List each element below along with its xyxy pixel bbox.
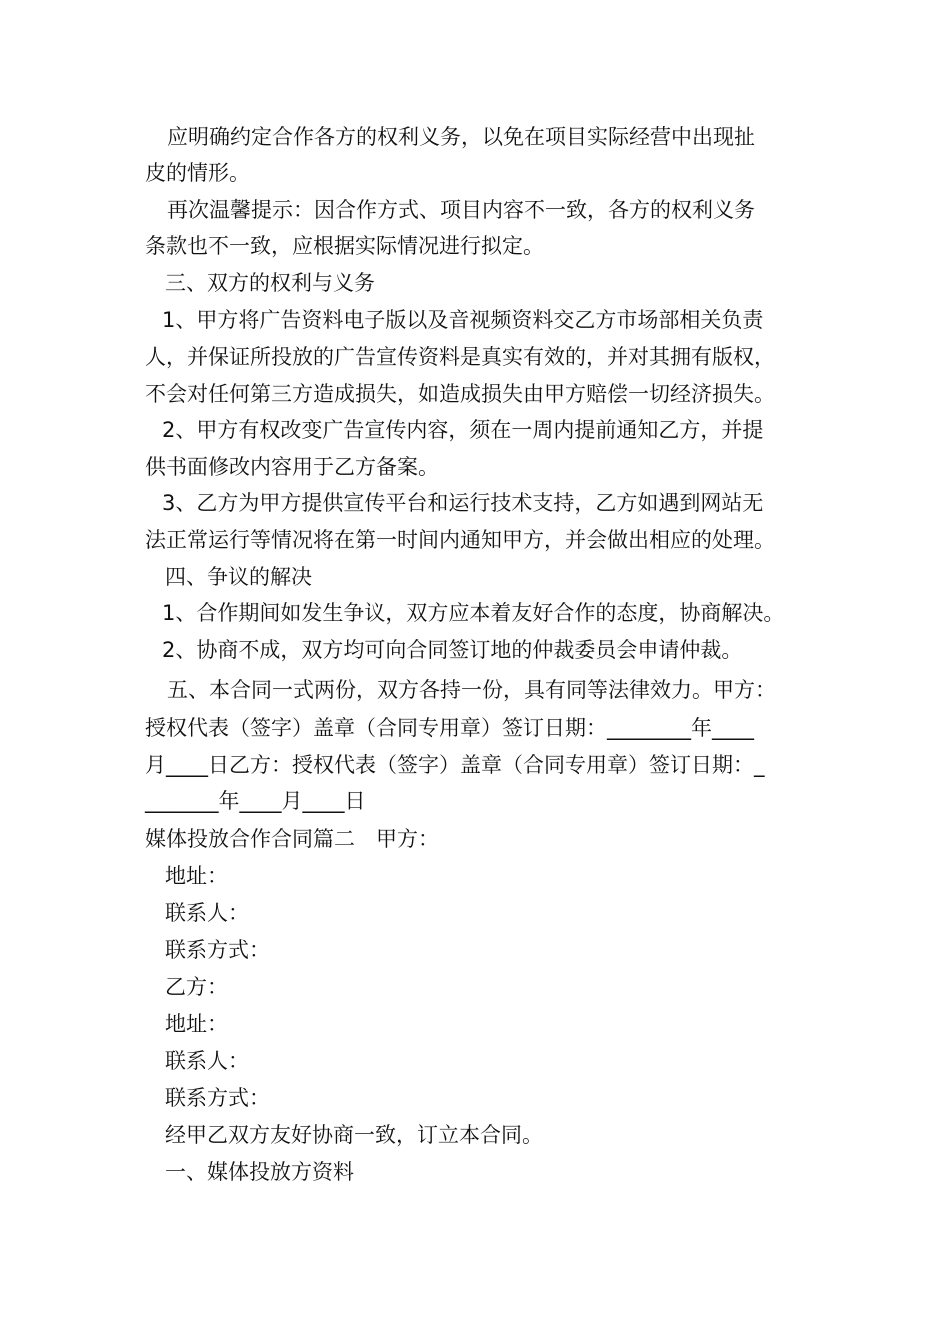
text-line: 法正常运行等情况将在第一时间内通知甲方，并会做出相应的处理。: [145, 528, 775, 552]
text-line: 联系人：: [165, 901, 249, 925]
text-line: 条款也不一致，应根据实际情况进行拟定。: [145, 234, 544, 258]
text-line: 皮的情形。: [145, 161, 250, 185]
section-heading: 媒体投放合作合同篇二 甲方：: [145, 827, 439, 851]
text-line: 授权代表（签字）盖章（合同专用章）签订日期：________年____: [145, 716, 754, 740]
text-line: 联系方式：: [165, 1086, 270, 1110]
text-line: 1、合作期间如发生争议，双方应本着友好合作的态度，协商解决。: [162, 601, 785, 625]
text-line: 五、本合同一式两份，双方各持一份，具有同等法律效力。甲方：: [167, 678, 776, 702]
text-line: 乙方：: [165, 975, 228, 999]
section-heading: 四、争议的解决: [165, 565, 312, 589]
text-line: 1、甲方将广告资料电子版以及音视频资料交乙方市场部相关负责: [162, 308, 764, 332]
text-line: 联系方式：: [165, 938, 270, 962]
text-line: 应明确约定合作各方的权利义务，以免在项目实际经营中出现扯: [167, 125, 755, 149]
text-line: _______年____月____日: [145, 789, 366, 813]
text-line: 人，并保证所投放的广告宣传资料是真实有效的，并对其拥有版权，: [145, 345, 775, 369]
text-line: 地址：: [165, 1012, 228, 1036]
text-line: 供书面修改内容用于乙方备案。: [145, 455, 439, 479]
text-line: 经甲乙双方友好协商一致，订立本合同。: [165, 1123, 543, 1147]
section-heading: 一、媒体投放方资料: [165, 1160, 354, 1184]
text-line: 联系人：: [165, 1049, 249, 1073]
text-line: 3、乙方为甲方提供宣传平台和运行技术支持，乙方如遇到网站无: [162, 491, 764, 515]
text-line: 2、甲方有权改变广告宣传内容，须在一周内提前通知乙方，并提: [162, 418, 764, 442]
text-line: 不会对任何第三方造成损失，如造成损失由甲方赔偿一切经济损失。: [145, 382, 775, 406]
text-line: 月____日乙方：授权代表（签字）盖章（合同专用章）签订日期：_: [145, 753, 765, 777]
text-line: 再次温馨提示：因合作方式、项目内容不一致，各方的权利义务: [167, 198, 755, 222]
text-line: 地址：: [165, 864, 228, 888]
text-line: 2、协商不成，双方均可向合同签订地的仲裁委员会申请仲裁。: [162, 638, 743, 662]
section-heading: 三、双方的权利与义务: [165, 271, 375, 295]
